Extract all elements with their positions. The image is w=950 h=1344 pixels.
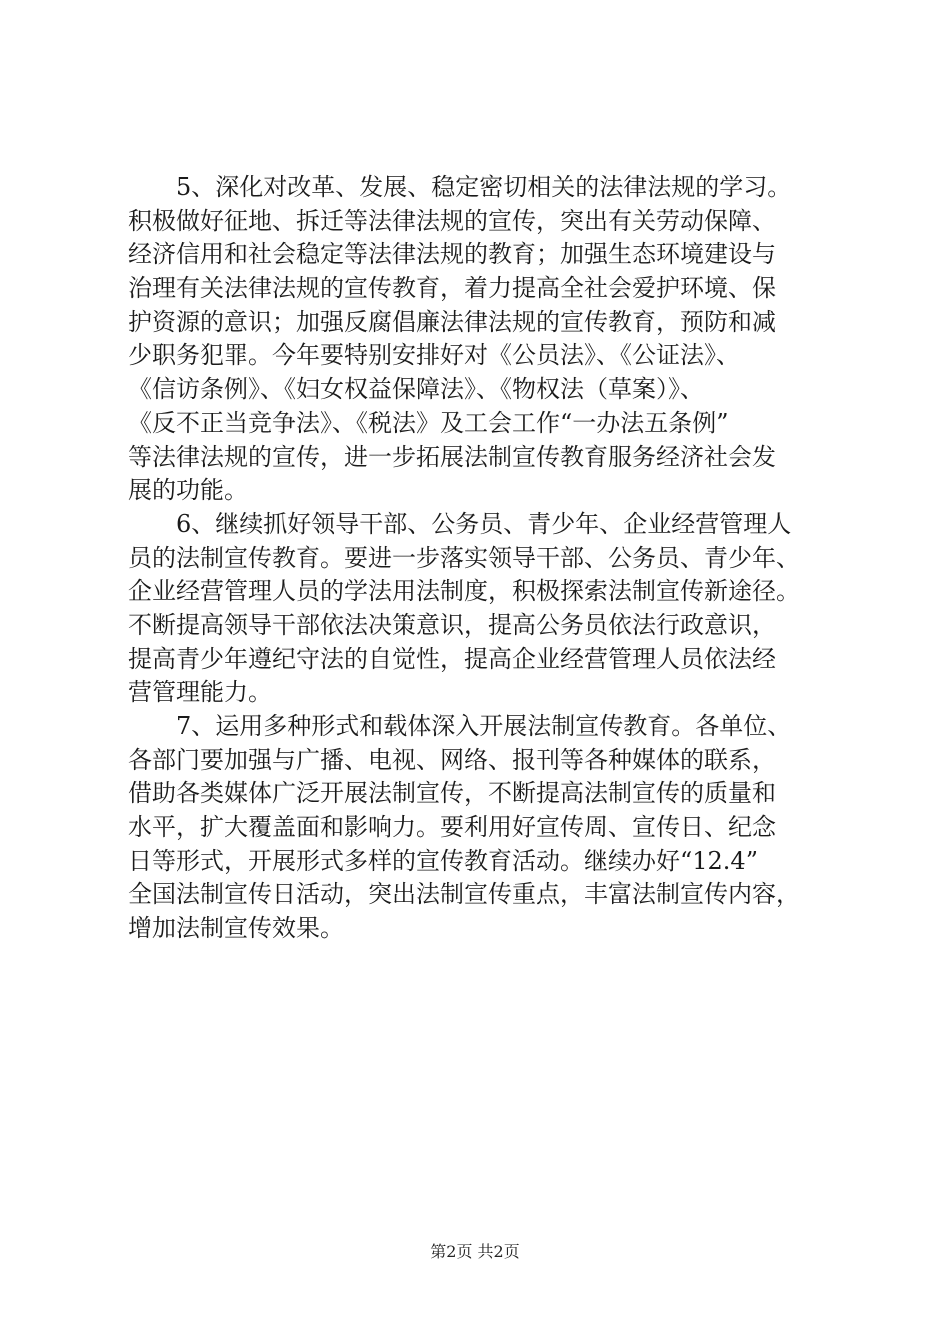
text-line: 员的法制宣传教育。要进一步落实领导干部、公务员、青少年、	[128, 543, 800, 572]
paragraph-6	[128, 508, 828, 710]
text-line: 经济信用和社会稳定等法律法规的教育；加强生态环境建设与	[128, 240, 776, 269]
text-line: 增加法制宣传效果。	[128, 914, 344, 943]
text-line: 展的功能。	[128, 476, 248, 505]
paragraph-7	[128, 710, 828, 946]
text-line: 提高青少年遵纪守法的自觉性，提高企业经营管理人员依法经	[128, 644, 776, 673]
text-line: 5、深化对改革、发展、稳定密切相关的法律法规的学习。	[128, 173, 792, 201]
text-line: 营管理能力。	[128, 678, 272, 707]
document-body	[128, 171, 828, 946]
text-line: 6、继续抓好领导干部、公务员、青少年、企业经营管理人	[128, 509, 792, 538]
text-line: 各部门要加强与广播、电视、网络、报刊等各种媒体的联系，	[128, 745, 776, 774]
text-line: 7、运用多种形式和载体深入开展法制宣传教育。各单位、	[128, 712, 792, 740]
text-line: 借助各类媒体广泛开展法制宣传，不断提高法制宣传的质量和	[128, 779, 776, 808]
text-line: 不断提高领导干部依法决策意识，提高公务员依法行政意识，	[128, 610, 776, 639]
text-line: 等法律法规的宣传，进一步拓展法制宣传教育服务经济社会发	[128, 442, 776, 471]
text-line: 水平，扩大覆盖面和影响力。要利用好宣传周、宣传日、纪念	[128, 813, 776, 842]
text-line: 全国法制宣传日活动，突出法制宣传重点，丰富法制宣传内容，	[128, 880, 800, 909]
text-line: 企业经营管理人员的学法用法制度，积极探索法制宣传新途径。	[128, 577, 800, 606]
text-line: 日等形式，开展形式多样的宣传教育活动。继续办好“12.4”	[128, 846, 758, 875]
text-line: 积极做好征地、拆迁等法律法规的宣传，突出有关劳动保障、	[128, 206, 776, 235]
text-line: 护资源的意识；加强反腐倡廉法律法规的宣传教育，预防和减	[128, 307, 776, 336]
text-line: 少职务犯罪。今年要特别安排好对《公员法》、《公证法》、	[128, 341, 740, 370]
text-line: 《信访条例》、《妇女权益保障法》、《物权法（草案）》、	[128, 375, 704, 404]
text-line: 《反不正当竞争法》、《税法》及工会工作“一办法五条例”	[128, 408, 729, 437]
paragraph-5	[128, 171, 828, 508]
text-line: 治理有关法律法规的宣传教育，着力提高全社会爱护环境、保	[128, 274, 776, 303]
page-number-footer: 第2页 共2页	[430, 1242, 520, 1261]
